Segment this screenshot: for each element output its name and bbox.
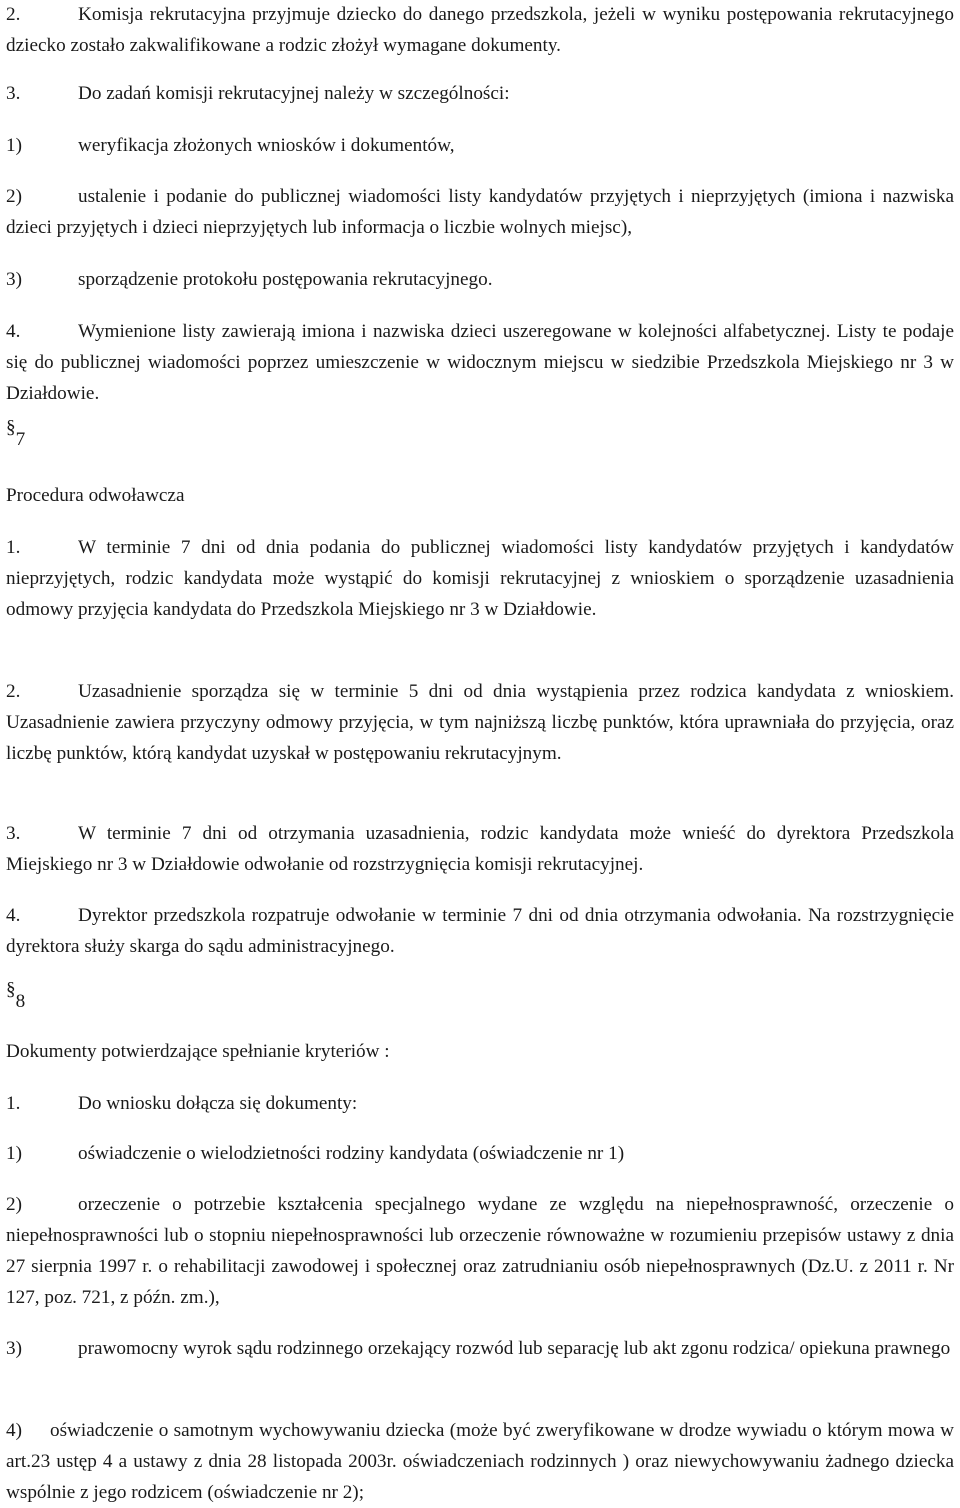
paragraph-3 — [6, 78, 954, 109]
item-number: 3) — [6, 269, 22, 290]
section-heading-7 — [6, 417, 26, 455]
section-mark: § — [6, 417, 16, 438]
section-number: 8 — [15, 991, 26, 1012]
item-text: ustalenie i podanie do publicznej wiadomości listy kandydatów przyjętych i nieprzyjętych (imiona i nazwiska dzieci przyjętych i dzieci nieprzyjętych lub informacja o liczbie wolnych miejsc), — [6, 186, 954, 238]
paragraph-text: Dyrektor przedszkola rozpatruje odwołanie w terminie 7 dni od dnia otrzymania odwołania. Na rozstrzygnięcie dyrektora służy skarga do sądu administracyjnego. — [6, 905, 954, 957]
list-item — [6, 1333, 954, 1364]
list-item — [6, 1415, 954, 1508]
section-mark: § — [6, 979, 16, 1000]
paragraph-number: 3. — [6, 83, 21, 104]
paragraph-number: 2. — [6, 4, 21, 25]
paragraph-2 — [6, 0, 954, 61]
paragraph-number: 4. — [6, 905, 21, 926]
item-text: sporządzenie protokołu postępowania rekrutacyjnego. — [78, 269, 493, 290]
section-title-7: Procedura odwoławcza — [6, 485, 185, 506]
paragraph-number: 1. — [6, 537, 21, 558]
paragraph-text: Wymienione listy zawierają imiona i nazwiska dzieci uszeregowane w kolejności alfabetycznej. Listy te podaje się do publicznej wiadomości poprzez umieszczenie w widocznym miejscu w siedzibie Przedszkola Miejskiego nr 3 w Działdowie. — [6, 321, 954, 404]
item-number: 2) — [6, 1194, 22, 1215]
paragraph-number: 4. — [6, 321, 21, 342]
section-title-8: Dokumenty potwierdzające spełnianie kryteriów : — [6, 1041, 390, 1062]
section-heading-8 — [6, 979, 26, 1017]
list-item — [6, 130, 954, 161]
section-number: 7 — [15, 429, 26, 450]
list-item — [6, 181, 954, 243]
paragraph-text: Komisja rekrutacyjna przyjmuje dziecko do danego przedszkola, jeżeli w wyniku postępowania rekrutacyjnego dziecko zostało zakwalifikowane a rodzic złożył wymagane dokumenty. — [6, 4, 954, 56]
list-item — [6, 1189, 954, 1313]
paragraph-7-4 — [6, 900, 954, 962]
paragraph-number: 3. — [6, 823, 21, 844]
item-text: orzeczenie o potrzebie kształcenia specjalnego wydane ze względu na niepełnosprawność, orzeczenie o niepełnosprawności lub o stopniu niepełnosprawności lub orzeczenie równoważne w rozumieniu przepisów ustawy z dnia 27 sierpnia 1997 r. o rehabilitacji zawodowej i społecznej oraz zatrudnianiu osób niepełnosprawnych (Dz.U. z 2011 r. Nr 127, poz. 721, z późn. zm.), — [6, 1194, 954, 1308]
paragraph-4 — [6, 316, 954, 409]
paragraph-7-2 — [6, 676, 954, 769]
item-text: prawomocny wyrok sądu rodzinnego orzekający rozwód lub separację lub akt zgonu rodzica/ opiekuna prawnego — [78, 1338, 951, 1359]
paragraph-8-1 — [6, 1088, 954, 1119]
paragraph-number: 1. — [6, 1093, 21, 1114]
paragraph-text: Uzasadnienie sporządza się w terminie 5 dni od dnia wystąpienia przez rodzica kandydata z wnioskiem. Uzasadnienie zawiera przyczyny odmowy przyjęcia, w tym najniższą liczbę punktów, która uprawniała do przyjęcia, oraz liczbę punktów, którą kandydat uzyskał w postępowaniu rekrutacyjnym. — [6, 681, 954, 764]
item-number: 4) — [6, 1420, 22, 1441]
item-text: weryfikacja złożonych wniosków i dokumentów, — [78, 135, 455, 156]
item-number: 1) — [6, 135, 22, 156]
item-text: oświadczenie o samotnym wychowywaniu dziecka (może być zweryfikowane w drodze wywiadu o którym mowa w art.23 ustęp 4 a ustawy z dnia 28 listopada 2003r. oświadczeniach rodzinnych ) oraz niewychowywaniu żadnego dziecka wspólnie z jego rodzicem (oświadczenie nr 2); — [6, 1420, 954, 1503]
list-item — [6, 1138, 954, 1169]
paragraph-text: W terminie 7 dni od otrzymania uzasadnienia, rodzic kandydata może wnieść do dyrektora Przedszkola Miejskiego nr 3 w Działdowie odwołanie od rozstrzygnięcia komisji rekrutacyjnej. — [6, 823, 954, 875]
item-number: 1) — [6, 1143, 22, 1164]
paragraph-text: W terminie 7 dni od dnia podania do publicznej wiadomości listy kandydatów przyjętych i kandydatów nieprzyjętych, rodzic kandydata może wystąpić do komisji rekrutacyjnej z wnioskiem o sporządzenie uzasadnienia odmowy przyjęcia kandydata do Przedszkola Miejskiego nr 3 w Działdowie. — [6, 537, 954, 620]
paragraph-text: Do wniosku dołącza się dokumenty: — [78, 1093, 358, 1114]
paragraph-7-1 — [6, 532, 954, 625]
paragraph-text: Do zadań komisji rekrutacyjnej należy w szczególności: — [78, 83, 510, 104]
paragraph-7-3 — [6, 818, 954, 880]
item-text: oświadczenie o wielodzietności rodziny kandydata (oświadczenie nr 1) — [78, 1143, 625, 1164]
item-number: 3) — [6, 1338, 22, 1359]
item-number: 2) — [6, 186, 22, 207]
paragraph-number: 2. — [6, 681, 21, 702]
list-item — [6, 264, 954, 295]
